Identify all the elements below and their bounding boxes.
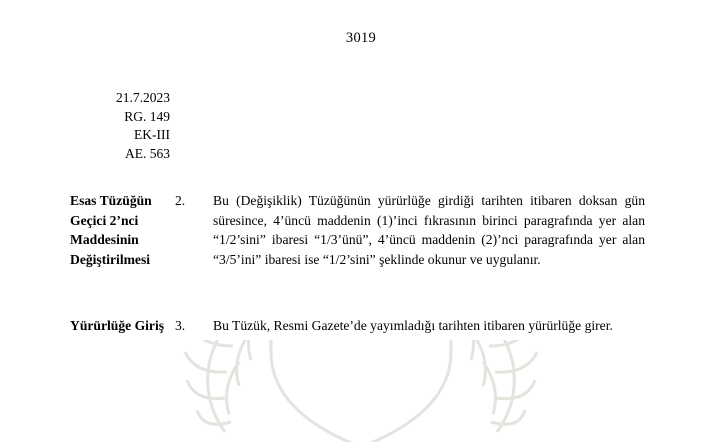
document-meta-block bbox=[70, 89, 170, 163]
meta-date: 21.7.2023 bbox=[116, 90, 170, 105]
article-number: 2. bbox=[175, 193, 186, 208]
meta-annex: EK-III bbox=[134, 127, 170, 142]
article-heading: Yürürlüğe Giriş bbox=[70, 318, 165, 333]
article-body: Bu Tüzük, Resmi Gazete’de yayımladığı tarihten itibaren yürürlüğe girer. bbox=[213, 318, 613, 333]
article-body: Bu (Değişiklik) Tüzüğünün yürürlüğe girdiği tarihten itibaren doksan gün süresince, 4’üncü maddenin (1)’inci fıkrasının birinci paragrafında yer alan “1/2’sini” ibaresi “1/3’ünü”, 4’üncü maddenin (2)’nci paragrafında yer alan “3/5’ini” ibaresi ise “1/2’sini” şeklinde okunur ve uygulanır. bbox=[213, 193, 645, 267]
article-number: 3. bbox=[175, 318, 186, 333]
article-heading: Esas Tüzüğün Geçici 2’nci Maddesinin Değiştirilmesi bbox=[70, 193, 152, 267]
page-number: 3019 bbox=[345, 30, 377, 46]
meta-ae-number: AE. 563 bbox=[125, 145, 170, 161]
meta-gazette-number: RG. 149 bbox=[124, 108, 170, 124]
state-emblem-watermark bbox=[0, 340, 722, 442]
